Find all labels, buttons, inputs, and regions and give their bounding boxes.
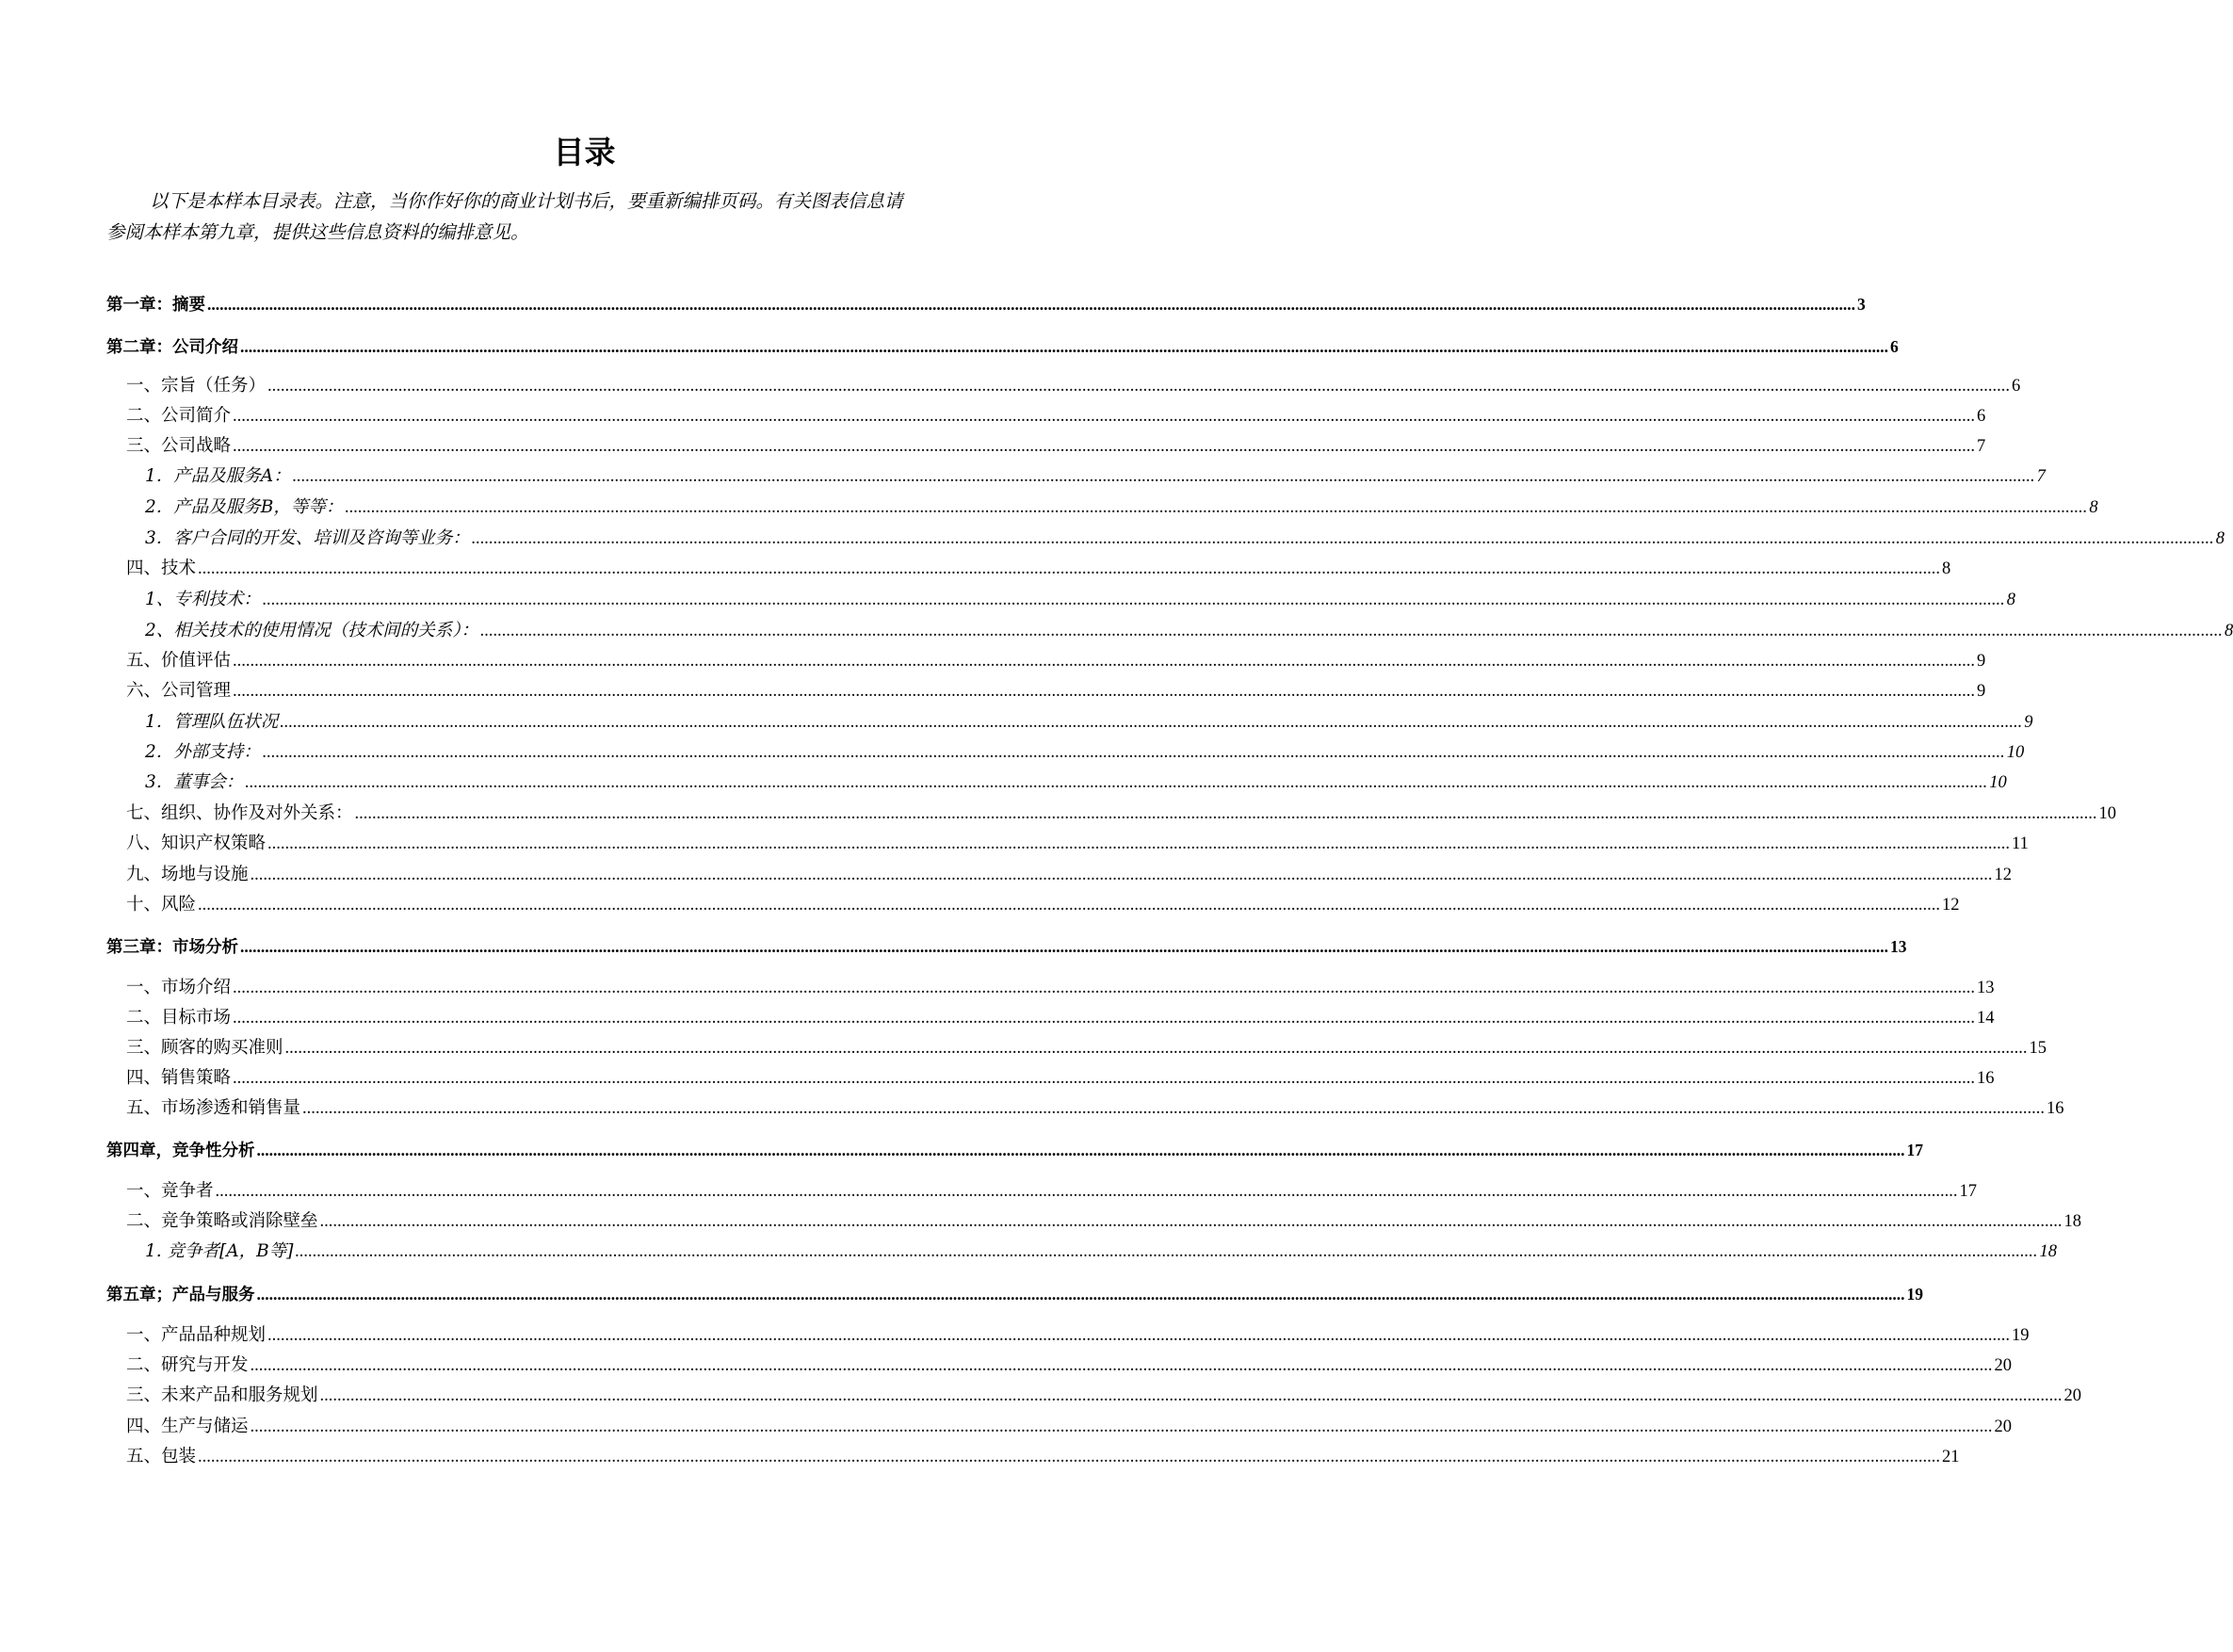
toc-entry-page-number: 15 <box>2029 1039 2047 1058</box>
toc-entry-page-number: 7 <box>2036 467 2046 486</box>
toc-entry-page-number: 20 <box>1994 1417 2013 1436</box>
toc-entry-level-2 <box>126 1323 2030 1348</box>
dot-leader: ................................................................................................................................................................................................................................................................................................................................................................................................................ <box>295 1242 2038 1261</box>
toc-entry-level-1 <box>106 334 1899 360</box>
toc-entry-page-number: 8 <box>2225 622 2233 640</box>
toc-entry-level-3 <box>145 1239 2057 1264</box>
dot-leader: ................................................................................................................................................................................................................................................................................................................................................................................................................ <box>198 559 1941 578</box>
toc-entry-page-number: 6 <box>1977 407 1986 426</box>
toc-entry-label: 2．产品及服务B，等等： <box>145 497 344 517</box>
dot-leader: ................................................................................................................................................................................................................................................................................................................................................................................................................ <box>319 1386 2063 1405</box>
toc-entry-level-2 <box>126 1179 1978 1204</box>
toc-entry-page-number: 10 <box>2006 743 2025 762</box>
dot-leader: ................................................................................................................................................................................................................................................................................................................................................................................................................ <box>250 866 1993 884</box>
toc-entry-label: 五、价值评估 <box>126 651 232 671</box>
toc-entry-page-number: 9 <box>1977 652 1986 671</box>
dot-leader: ................................................................................................................................................................................................................................................................................................................................................................................................................ <box>267 834 2011 853</box>
page-title: 目录 <box>553 134 616 170</box>
toc-entry-label: 四、技术 <box>126 559 197 578</box>
toc-entry-level-2 <box>126 863 2013 887</box>
toc-entry-level-2 <box>126 976 1995 1000</box>
dot-leader: ................................................................................................................................................................................................................................................................................................................................................................................................................ <box>292 467 2035 486</box>
dot-leader: ................................................................................................................................................................................................................................................................................................................................................................................................................ <box>233 652 1976 671</box>
dot-leader: ................................................................................................................................................................................................................................................................................................................................................................................................................ <box>262 743 2005 762</box>
toc-entry-label: 1. 竞争者[A，B等] <box>145 1241 294 1261</box>
dot-leader: ................................................................................................................................................................................................................................................................................................................................................................................................................ <box>233 979 1976 997</box>
toc-entry-level-3 <box>145 588 2016 612</box>
toc-entry-level-3 <box>145 526 2225 551</box>
toc-entry-label: 1．管理队伍状况 <box>145 712 279 732</box>
toc-entry-level-2 <box>126 679 1986 704</box>
dot-leader: ................................................................................................................................................................................................................................................................................................................................................................................................................ <box>245 773 1988 792</box>
dot-leader: ................................................................................................................................................................................................................................................................................................................................................................................................................ <box>471 529 2214 548</box>
toc-entry-label: 二、研究与开发 <box>126 1355 249 1375</box>
toc-entry-level-2 <box>126 434 1986 459</box>
dot-leader: ................................................................................................................................................................................................................................................................................................................................................................................................................ <box>267 1326 2011 1345</box>
toc-entry-page-number: 8 <box>1942 559 1951 578</box>
toc-entry-level-2 <box>126 1096 2064 1121</box>
toc-entry-page-number: 20 <box>1994 1356 2013 1375</box>
dot-leader: ................................................................................................................................................................................................................................................................................................................................................................................................................ <box>319 1212 2063 1231</box>
toc-entry-page-number: 9 <box>1977 682 1986 701</box>
dot-leader: ................................................................................................................................................................................................................................................................................................................................................................................................................ <box>215 1182 1958 1201</box>
dot-leader: ................................................................................................................................................................................................................................................................................................................................................................................................................ <box>280 713 2023 732</box>
toc-entry-page-number: 8 <box>2089 498 2098 517</box>
dot-leader: ................................................................................................................................................................................................................................................................................................................................................................................................................ <box>302 1099 2046 1118</box>
toc-entry-page-number: 10 <box>1989 773 2007 792</box>
toc-entry-page-number: 3 <box>1857 295 1866 314</box>
dot-leader: ................................................................................................................................................................................................................................................................................................................................................................................................................ <box>262 591 2005 609</box>
toc-entry-page-number: 13 <box>1890 937 1907 956</box>
toc-entry-level-2 <box>126 1415 2013 1439</box>
toc-entry-level-2 <box>126 649 1986 673</box>
toc-entry-label: 七、组织、协作及对外关系： <box>126 803 353 823</box>
toc-entry-label: 3．董事会： <box>145 772 244 792</box>
toc-entry-label: 2、相关技术的使用情况（技术间的关系）： <box>145 621 479 640</box>
toc-entry-level-1 <box>106 292 1866 317</box>
toc-entry-level-2 <box>126 1353 2013 1378</box>
toc-entry-label: 四、销售策略 <box>126 1068 232 1088</box>
toc-entry-level-2 <box>126 1036 2047 1061</box>
toc-entry-page-number: 11 <box>2012 834 2029 853</box>
dot-leader: ................................................................................................................................................................................................................................................................................................................................................................................................................ <box>207 295 1855 314</box>
toc-entry-level-1 <box>106 934 1907 960</box>
toc-entry-level-2 <box>126 1209 2082 1234</box>
toc-entry-level-1 <box>106 1138 1923 1163</box>
toc-entry-page-number: 17 <box>1906 1141 1923 1159</box>
dot-leader: ................................................................................................................................................................................................................................................................................................................................................................................................................ <box>250 1417 1993 1436</box>
toc-entry-level-2 <box>126 832 2029 856</box>
toc-entry-page-number: 21 <box>1942 1448 1960 1466</box>
toc-entry-level-2 <box>126 404 1986 429</box>
toc-entry-level-2 <box>126 1066 1995 1091</box>
toc-entry-label: 二、竞争策略或消除壁垒 <box>126 1211 318 1231</box>
toc-entry-page-number: 12 <box>1942 896 1960 915</box>
toc-entry-label: 五、包装 <box>126 1447 197 1466</box>
toc-entry-label: 九、场地与设施 <box>126 865 249 884</box>
dot-leader: ................................................................................................................................................................................................................................................................................................................................................................................................................ <box>233 1009 1976 1028</box>
toc-entry-label: 三、公司战略 <box>126 436 232 456</box>
toc-entry-level-2 <box>126 1445 1960 1469</box>
dot-leader: ................................................................................................................................................................................................................................................................................................................................................................................................................ <box>198 896 1941 915</box>
toc-entry-level-3 <box>145 770 2007 795</box>
dot-leader: ................................................................................................................................................................................................................................................................................................................................................................................................................ <box>250 1356 1993 1375</box>
toc-entry-page-number: 14 <box>1977 1009 1995 1028</box>
toc-entry-page-number: 6 <box>1890 337 1899 356</box>
toc-entry-page-number: 10 <box>2098 804 2117 823</box>
toc-entry-page-number: 8 <box>2215 529 2225 548</box>
dot-leader: ................................................................................................................................................................................................................................................................................................................................................................................................................ <box>284 1039 2028 1058</box>
dot-leader: ................................................................................................................................................................................................................................................................................................................................................................................................................ <box>267 377 2011 396</box>
toc-entry-level-1 <box>106 1282 1923 1307</box>
toc-entry-level-2 <box>126 374 2021 398</box>
toc-entry-label: 1、专利技术： <box>145 590 261 609</box>
toc-entry-level-3 <box>145 619 2233 643</box>
toc-entry-label: 八、知识产权策略 <box>126 834 267 853</box>
toc-entry-label: 一、宗旨（任务） <box>126 376 267 396</box>
toc-entry-page-number: 6 <box>2012 377 2021 396</box>
toc-entry-label: 十、风险 <box>126 895 197 915</box>
toc-entry-label: 一、产品品种规划 <box>126 1325 267 1345</box>
toc-entry-page-number: 8 <box>2006 591 2016 609</box>
dot-leader: ................................................................................................................................................................................................................................................................................................................................................................................................................ <box>480 622 2224 640</box>
toc-entry-label: 五、市场渗透和销售量 <box>126 1098 301 1118</box>
toc-entry-level-3 <box>145 740 2025 765</box>
toc-entry-level-3 <box>145 495 2098 520</box>
toc-entry-label: 一、竞争者 <box>126 1181 214 1201</box>
toc-entry-page-number: 16 <box>1977 1069 1995 1088</box>
toc-entry-label: 二、目标市场 <box>126 1008 232 1028</box>
dot-leader: ................................................................................................................................................................................................................................................................................................................................................................................................................ <box>198 1448 1941 1466</box>
toc-entry-page-number: 18 <box>2039 1242 2057 1261</box>
toc-entry-level-3 <box>145 710 2033 735</box>
toc-entry-page-number: 18 <box>2063 1212 2082 1231</box>
toc-entry-page-number: 9 <box>2024 713 2033 732</box>
dot-leader: ................................................................................................................................................................................................................................................................................................................................................................................................................ <box>240 337 1888 356</box>
toc-entry-page-number: 7 <box>1977 437 1986 456</box>
toc-entry-level-2 <box>126 1006 1995 1030</box>
toc-entry-label: 二、公司简介 <box>126 406 232 426</box>
toc-entry-page-number: 16 <box>2047 1099 2064 1118</box>
toc-entry-label: 3．客户合同的开发、培训及咨询等业务： <box>145 528 470 548</box>
toc-entry-label: 第三章：市场分析 <box>106 938 238 957</box>
toc-entry-label: 三、顾客的购买准则 <box>126 1038 283 1058</box>
toc-entry-label: 第四章，竞争性分析 <box>106 1142 255 1160</box>
dot-leader: ................................................................................................................................................................................................................................................................................................................................................................................................................ <box>233 682 1976 701</box>
toc-entry-level-2 <box>126 802 2117 826</box>
toc-entry-level-2 <box>126 893 1960 917</box>
toc-entry-level-2 <box>126 1384 2082 1408</box>
dot-leader: ................................................................................................................................................................................................................................................................................................................................................................................................................ <box>233 1069 1976 1088</box>
intro-line-2: 参阅本样本第九章，提供这些信息资料的编排意见。 <box>106 221 529 243</box>
toc-entry-page-number: 13 <box>1977 979 1995 997</box>
intro-line-1: 以下是本样本目录表。注意，当你作好你的商业计划书后，要重新编排页码。有关图表信息请 <box>150 190 903 212</box>
dot-leader: ................................................................................................................................................................................................................................................................................................................................................................................................................ <box>233 407 1976 426</box>
toc-entry-label: 第一章：摘要 <box>106 296 205 315</box>
toc-entry-label: 六、公司管理 <box>126 681 232 701</box>
toc-entry-label: 第二章：公司介绍 <box>106 338 238 357</box>
toc-entry-label: 第五章；产品与服务 <box>106 1286 255 1304</box>
toc-entry-label: 三、未来产品和服务规划 <box>126 1385 318 1405</box>
toc-entry-page-number: 19 <box>2012 1326 2030 1345</box>
dot-leader: ................................................................................................................................................................................................................................................................................................................................................................................................................ <box>256 1285 1905 1304</box>
toc-entry-label: 1．产品及服务A： <box>145 466 291 486</box>
dot-leader: ................................................................................................................................................................................................................................................................................................................................................................................................................ <box>354 804 2097 823</box>
toc-entry-page-number: 20 <box>2063 1386 2082 1405</box>
dot-leader: ................................................................................................................................................................................................................................................................................................................................................................................................................ <box>256 1141 1905 1159</box>
toc-entry-label: 2．外部支持： <box>145 742 261 762</box>
toc-entry-level-2 <box>126 557 1951 581</box>
toc-entry-page-number: 12 <box>1994 866 2013 884</box>
dot-leader: ................................................................................................................................................................................................................................................................................................................................................................................................................ <box>345 498 2088 517</box>
toc-entry-level-3 <box>145 464 2046 489</box>
dot-leader: ................................................................................................................................................................................................................................................................................................................................................................................................................ <box>233 437 1976 456</box>
toc-entry-label: 一、市场介绍 <box>126 978 232 997</box>
toc-entry-page-number: 17 <box>1959 1182 1978 1201</box>
toc-entry-page-number: 19 <box>1906 1285 1923 1304</box>
toc-entry-label: 四、生产与储运 <box>126 1417 249 1436</box>
dot-leader: ................................................................................................................................................................................................................................................................................................................................................................................................................ <box>240 937 1888 956</box>
